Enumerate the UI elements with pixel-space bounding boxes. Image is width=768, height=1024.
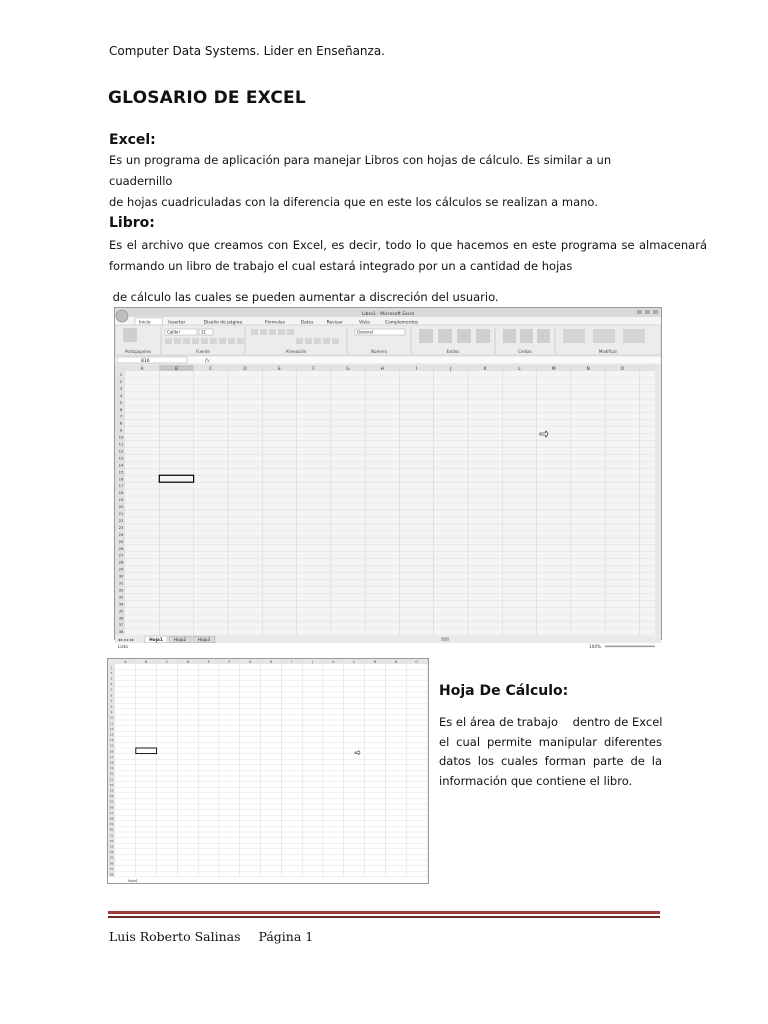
ribbon-group-label: Alineación (285, 349, 307, 354)
row-header: 12 (109, 726, 114, 731)
section-heading-hoja: Hoja De Cálculo: (439, 683, 569, 699)
ribbon-group-label: Fuente (196, 349, 210, 354)
column-header: H (380, 366, 384, 372)
row-header: 29 (118, 566, 124, 572)
row-header: 7 (119, 413, 123, 419)
row-header: 21 (109, 777, 114, 782)
sheet-nav-icon: ◂◂ ◂ ▸ ▸▸ (118, 637, 134, 643)
column-header: F (312, 366, 315, 372)
row-header: 29 (109, 822, 114, 827)
ribbon-tab: Diseño de página (203, 320, 243, 326)
row-header: 25 (118, 538, 124, 544)
align-button-icon (269, 329, 276, 335)
format-button-icon (210, 338, 217, 344)
column-header: M (373, 660, 377, 664)
column-header: E (277, 366, 281, 372)
section-body-excel (109, 150, 669, 213)
section-body-libro (109, 235, 707, 308)
sheet-tab-label: Hoja1 (128, 878, 138, 883)
column-header-bar (108, 659, 428, 664)
row-header: 8 (119, 420, 123, 426)
edit-button-icon (623, 329, 645, 343)
column-header-bar (115, 365, 655, 371)
page-header: Computer Data Systems. Lider en Enseñanza. (109, 44, 385, 58)
style-button-icon (438, 329, 452, 343)
excel-window-image (115, 308, 661, 650)
row-header: 37 (118, 622, 124, 628)
row-header: 13 (118, 455, 124, 461)
ribbon-tab: Datos (300, 320, 314, 326)
row-header: 27 (118, 552, 124, 558)
format-button-icon (219, 338, 226, 344)
excel-screenshot-large (114, 307, 662, 650)
page-title: GLOSARIO DE EXCEL (108, 88, 306, 108)
section-heading-excel: Excel: (109, 132, 156, 148)
footer-page-number: Página 1 (258, 929, 314, 944)
sheet-tab-label: Hoja3 (197, 637, 211, 643)
row-header: 9 (110, 710, 113, 715)
format-button-icon (228, 338, 235, 344)
text-line: formando un libro de trabajo el cual estará integrado por un a cantidad de hojas (109, 259, 573, 273)
row-header: 11 (118, 441, 124, 447)
zoom-level: 100% (589, 644, 601, 650)
column-header: I (291, 660, 293, 664)
column-header: D (243, 366, 247, 372)
align-button-icon (287, 329, 294, 335)
number-format-value: General (357, 329, 373, 335)
text-line: Es el archivo que creamos con Excel, es decir, todo lo que hacemos en este programa se almacenará (109, 238, 707, 252)
row-header: 12 (118, 448, 124, 454)
column-header: G (346, 366, 350, 372)
edit-button-icon (593, 329, 615, 343)
window-title: Libro1 - Microsoft Excel (361, 312, 415, 317)
page-footer (109, 929, 313, 944)
column-header: K (332, 660, 335, 664)
text-line: información que contiene el libro. (439, 773, 633, 788)
column-header: C (165, 660, 169, 664)
column-header: B (145, 660, 148, 664)
row-header: 19 (118, 497, 124, 503)
format-button-icon (183, 338, 190, 344)
row-header: 20 (109, 771, 114, 776)
name-box-value: B16 (141, 359, 150, 364)
style-button-icon (476, 329, 490, 343)
format-button-icon (237, 338, 244, 344)
ribbon-tab: Insertar (168, 320, 186, 326)
ribbon-tab: Fórmulas (265, 320, 286, 326)
row-header: 18 (109, 760, 114, 765)
row-header: 23 (109, 788, 114, 793)
row-header: 7 (110, 698, 113, 703)
row-header: 31 (118, 580, 124, 586)
row-header: 2 (119, 378, 123, 384)
ribbon-group-label: Número (371, 349, 387, 354)
align-button-icon (332, 338, 339, 344)
row-header: 34 (109, 850, 114, 855)
row-header: 8 (110, 704, 113, 709)
fx-icon: fx (205, 358, 210, 364)
format-button-icon (165, 338, 172, 344)
row-header: 30 (118, 573, 124, 579)
row-header: 9 (119, 427, 123, 433)
row-header: 27 (109, 810, 114, 815)
style-button-icon (419, 329, 433, 343)
office-button-icon (116, 310, 128, 322)
row-header: 4 (119, 392, 123, 398)
text-line: datos los cuales forman parte de la (439, 754, 662, 768)
row-header: 36 (109, 861, 114, 866)
row-header: 5 (110, 687, 113, 692)
ribbon-tab: Inicio (139, 320, 151, 326)
font-size-value: 11 (201, 329, 207, 335)
footer-rule (108, 911, 660, 914)
column-header: H (269, 660, 273, 664)
row-header: 13 (109, 732, 114, 737)
row-header: 11 (109, 721, 114, 726)
row-header: 23 (118, 524, 124, 530)
column-header: G (248, 660, 252, 664)
row-header: 36 (118, 615, 124, 621)
row-header: 26 (109, 805, 114, 810)
row-header: 19 (109, 766, 114, 771)
column-header: J (312, 660, 314, 664)
horizontal-scroll-thumb (441, 637, 449, 641)
text-line: el cual permite manipular diferentes (439, 734, 662, 749)
row-header: 28 (118, 559, 124, 565)
align-button-icon (305, 338, 312, 344)
row-header: 18 (118, 490, 124, 496)
row-header: 16 (109, 749, 114, 754)
formula-bar (115, 356, 661, 364)
row-header: 17 (118, 483, 124, 489)
column-header: A (140, 366, 144, 372)
ribbon-tab: Complementos (385, 320, 419, 326)
paste-icon (123, 328, 137, 342)
format-button-icon (201, 338, 208, 344)
column-header: C (209, 366, 213, 372)
row-header: 38 (118, 629, 124, 635)
footer-author: Luis Roberto Salinas (109, 929, 241, 944)
column-header: I (415, 366, 418, 372)
footer-rule-thin (108, 916, 660, 918)
format-button-icon (174, 338, 181, 344)
text-line: Es un programa de aplicación para manejar Libros con hojas de cálculo. Es similar a un cuadernillo (109, 153, 612, 188)
row-header: 35 (118, 608, 124, 614)
ribbon-group-label: Celdas (518, 349, 532, 354)
maximize-icon (645, 310, 650, 314)
row-header: 1 (110, 665, 113, 670)
section-body-hoja (439, 713, 662, 791)
ribbon-tab: Revisar (326, 320, 343, 326)
row-header: 30 (109, 827, 114, 832)
row-header: 3 (119, 385, 123, 391)
row-header: 34 (118, 601, 124, 607)
excel-grid-image (108, 659, 428, 883)
row-header: 24 (118, 531, 124, 537)
column-header: N (394, 660, 397, 664)
text-line: de hojas cuadriculadas con la diferencia que en este los cálculos se realizan a mano. (109, 195, 598, 209)
column-header: M (551, 366, 556, 372)
row-header: 32 (118, 587, 124, 593)
align-button-icon (296, 338, 303, 344)
row-header: 14 (118, 462, 124, 468)
row-header: 17 (109, 754, 114, 759)
row-header: 21 (118, 511, 124, 516)
row-header: 6 (110, 693, 113, 698)
style-button-icon (457, 329, 471, 343)
align-button-icon (260, 329, 267, 335)
column-header: O (415, 660, 418, 664)
row-header: 14 (109, 738, 114, 743)
row-header: 6 (119, 406, 123, 412)
excel-screenshot-small (107, 658, 429, 884)
row-header: 28 (109, 816, 114, 821)
column-header: B (174, 366, 178, 372)
minimize-icon (637, 310, 642, 314)
align-button-icon (278, 329, 285, 335)
row-header: 2 (110, 670, 113, 675)
row-header: 10 (109, 715, 114, 720)
format-button-icon (192, 338, 199, 344)
row-header: 37 (109, 866, 114, 871)
ribbon-group-label: Portapapeles (124, 349, 152, 354)
column-header: L (518, 366, 521, 372)
column-header: J (450, 366, 452, 372)
row-header: 31 (109, 833, 114, 838)
font-name-value: Calibri (167, 329, 180, 335)
row-header: 15 (118, 469, 124, 475)
row-header: 1 (119, 372, 123, 377)
row-header: 3 (110, 676, 113, 681)
column-header: O (620, 366, 625, 372)
grid-background (108, 659, 428, 883)
column-header: F (228, 660, 231, 664)
section-heading-libro: Libro: (109, 215, 155, 231)
row-header: 5 (119, 399, 123, 405)
ribbon-tab: Vista (359, 320, 370, 326)
cell-button-icon (503, 329, 516, 343)
column-header: E (207, 660, 210, 664)
row-header: 22 (118, 517, 124, 523)
align-button-icon (314, 338, 321, 344)
align-button-icon (251, 329, 258, 335)
sheet-tab-label: Hoja2 (173, 637, 187, 643)
row-header: 32 (109, 838, 114, 843)
sheet-tab-label: Hoja1 (149, 637, 163, 643)
row-header: 4 (110, 682, 113, 687)
cell-button-icon (520, 329, 533, 343)
row-header: 33 (109, 844, 114, 849)
column-header: L (353, 660, 356, 664)
cell-button-icon (537, 329, 550, 343)
close-icon (653, 310, 658, 314)
zoom-slider (605, 646, 655, 648)
row-header: 38 (109, 872, 114, 877)
vertical-scrollbar (655, 365, 661, 635)
row-header: 35 (109, 855, 114, 860)
status-text: Listo (118, 644, 128, 650)
row-header: 20 (118, 504, 124, 510)
text-line: de cálculo las cuales se pueden aumentar a discreción del usuario. (109, 290, 499, 304)
column-header: A (124, 660, 127, 664)
row-header: 10 (118, 434, 124, 440)
row-header: 26 (118, 545, 124, 551)
row-header: 33 (118, 594, 124, 600)
column-header: D (186, 660, 190, 664)
ribbon-group-label: Modificar (598, 349, 618, 354)
row-header: 15 (109, 743, 114, 748)
row-header: 25 (109, 799, 114, 804)
text-line: Es el área de trabajo dentro de Excel (439, 715, 663, 729)
column-header: K (483, 366, 487, 372)
edit-button-icon (563, 329, 585, 343)
row-header: 16 (118, 476, 124, 482)
align-button-icon (323, 338, 330, 344)
row-header: 22 (109, 782, 114, 787)
column-header: N (586, 366, 590, 372)
ribbon-group-label: Estilos (446, 349, 460, 354)
name-box (117, 357, 187, 363)
row-header: 24 (109, 794, 114, 799)
